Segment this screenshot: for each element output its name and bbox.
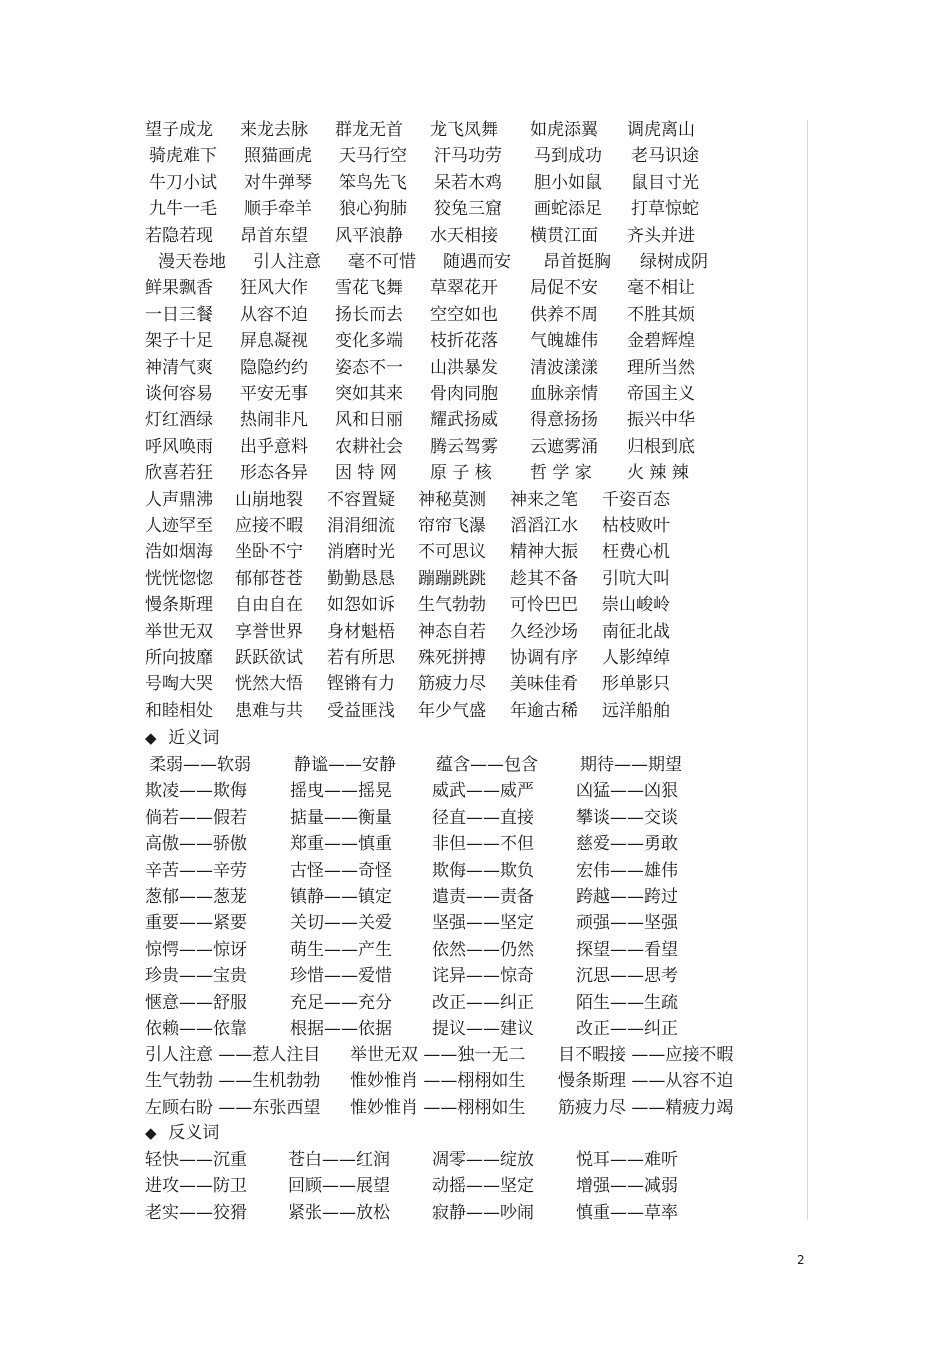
idiom-cell: 协调有序	[510, 648, 578, 668]
idiom-cell: 号啕大哭	[145, 674, 213, 695]
idiom-cell: 骑虎难下	[149, 146, 217, 167]
idiom-cell: 原 子 核	[430, 463, 492, 484]
idiom-cell: 帘帘飞瀑	[418, 516, 486, 536]
antonym-pair: 慎重——草率	[576, 1202, 678, 1223]
idiom-cell: 应接不暇	[235, 516, 303, 536]
idiom-cell: 空空如也	[430, 304, 498, 325]
idiom-cell: 帝国主义	[627, 384, 695, 404]
idiom-cell: 呼风唤雨	[145, 436, 213, 457]
idiom-cell: 火 辣 辣	[627, 463, 689, 484]
antonym-pair: 增强——减弱	[576, 1176, 678, 1197]
idiom-cell: 精神大振	[510, 542, 578, 563]
idiom-cell: 若隐若现	[145, 225, 213, 246]
idiom-cell: 跃跃欲试	[235, 648, 303, 668]
synonym-pair: 辛苦——辛劳	[145, 860, 247, 881]
idiom-cell: 调虎离山	[627, 120, 695, 140]
synonym-idiom-pair: 惟妙惟肖 ——栩栩如生	[350, 1071, 526, 1092]
synonym-pair: 改正——纠正	[432, 992, 534, 1013]
idiom-cell: 不容置疑	[327, 489, 395, 510]
synonym-pair: 惬意——舒服	[145, 992, 247, 1013]
synonym-pair: 慈爱——勇敢	[576, 834, 678, 855]
idiom-cell: 农耕社会	[335, 436, 403, 457]
synonym-pair: 充足——充分	[290, 992, 392, 1013]
idiom-cell: 人声鼎沸	[145, 489, 213, 510]
idiom-cell: 年逾古稀	[510, 700, 578, 721]
idiom-cell: 骨肉同胞	[430, 384, 498, 404]
idiom-cell: 灯红酒绿	[145, 410, 213, 431]
synonym-pair: 古怪——奇怪	[290, 860, 392, 881]
idiom-cell: 引人注意	[253, 252, 321, 272]
idiom-cell: 哲 学 家	[530, 463, 592, 484]
antonyms-title: 反义词	[168, 1123, 220, 1143]
synonym-pair: 提议——建议	[432, 1019, 534, 1039]
antonym-pair: 凋零——绽放	[432, 1150, 534, 1170]
idiom-cell: 蹦蹦跳跳	[418, 568, 486, 589]
idiom-cell: 狼心狗肺	[339, 199, 407, 220]
diamond-bullet-icon: ◆	[145, 729, 157, 747]
idiom-cell: 坐卧不宁	[235, 542, 303, 563]
synonym-pair: 静谧——安静	[294, 755, 396, 775]
idiom-cell: 狂风大作	[240, 278, 308, 299]
antonym-pair: 动摇——坚定	[432, 1176, 534, 1197]
synonym-pair: 重要——紧要	[145, 913, 247, 934]
idiom-cell: 谈何容易	[145, 384, 213, 404]
idiom-cell: 神秘莫测	[418, 489, 486, 510]
idiom-cell: 享誉世界	[235, 621, 303, 642]
idiom-cell: 顺手牵羊	[244, 199, 312, 220]
idiom-cell: 崇山峻岭	[602, 595, 670, 616]
idiom-cell: 山洪暴发	[430, 357, 498, 378]
idiom-cell: 鲜果飘香	[145, 278, 213, 299]
synonym-pair: 高傲——骄傲	[145, 834, 247, 855]
idiom-cell: 人影绰绰	[602, 648, 670, 668]
idiom-cell: 气魄雄伟	[530, 331, 598, 352]
synonym-pair: 顽强——坚强	[576, 913, 678, 934]
idiom-cell: 恍然大悟	[235, 674, 303, 695]
antonym-pair: 悦耳——难听	[576, 1150, 678, 1170]
idiom-cell: 自由自在	[235, 595, 303, 616]
synonym-pair: 镇静——镇定	[290, 887, 392, 907]
idiom-cell: 引吭大叫	[602, 568, 670, 589]
idiom-cell: 从容不迫	[240, 304, 308, 325]
synonym-pair: 惊愕——惊讶	[145, 939, 247, 960]
idiom-cell: 生气勃勃	[418, 595, 486, 616]
synonym-pair: 珍贵——宝贵	[145, 966, 247, 987]
idiom-cell: 若有所思	[327, 648, 395, 668]
page-number: 2	[797, 1253, 805, 1267]
idiom-cell: 横贯江面	[530, 225, 598, 246]
idiom-cell: 殊死拼搏	[418, 648, 486, 668]
idiom-cell: 理所当然	[627, 357, 695, 378]
idiom-cell: 恍恍惚惚	[145, 568, 213, 589]
synonym-pair: 跨越——跨过	[576, 887, 678, 907]
idiom-cell: 神清气爽	[145, 357, 213, 378]
synonym-idiom-pair: 惟妙惟肖 ——栩栩如生	[350, 1097, 526, 1118]
synonym-pair: 柔弱——软弱	[149, 755, 251, 775]
idiom-cell: 望子成龙	[145, 120, 213, 140]
idiom-cell: 画蛇添足	[534, 199, 602, 220]
idiom-cell: 远洋船舶	[602, 700, 670, 721]
idiom-cell: 千姿百态	[602, 489, 670, 510]
idiom-cell: 枯枝败叶	[602, 516, 670, 536]
idiom-cell: 对牛弹琴	[244, 172, 312, 193]
idiom-cell: 雪花飞舞	[335, 278, 403, 299]
idiom-cell: 患难与共	[235, 700, 303, 721]
synonym-pair: 遣责——责备	[432, 887, 534, 907]
idiom-cell: 浩如烟海	[145, 542, 213, 563]
idiom-cell: 铿锵有力	[327, 674, 395, 695]
idiom-cell: 热闹非凡	[240, 410, 308, 431]
synonym-pair: 欺侮——欺负	[432, 860, 534, 881]
synonym-pair: 摇曳——摇晃	[290, 781, 392, 802]
idiom-cell: 南征北战	[602, 621, 670, 642]
idiom-cell: 老马识途	[631, 146, 699, 167]
synonym-pair: 掂量——衡量	[290, 807, 392, 828]
synonym-pair: 期待——期望	[580, 755, 682, 775]
idiom-cell: 草翠花开	[430, 278, 498, 299]
idiom-cell: 形单影只	[602, 674, 670, 695]
idiom-cell: 枉费心机	[602, 542, 670, 563]
idiom-cell: 架子十足	[145, 331, 213, 352]
synonym-pair: 探望——看望	[576, 939, 678, 960]
synonym-pair: 萌生——产生	[290, 939, 392, 960]
idiom-cell: 勤勤恳恳	[327, 568, 395, 589]
idiom-cell: 牛刀小试	[149, 172, 217, 193]
antonym-pair: 回顾——展望	[288, 1176, 390, 1197]
synonym-pair: 关切——关爱	[290, 913, 392, 934]
antonym-pair: 紧张——放松	[288, 1202, 390, 1223]
synonym-idiom-pair: 目不暇接 ——应接不暇	[558, 1045, 734, 1065]
idiom-cell: 呆若木鸡	[434, 172, 502, 193]
idiom-cell: 清波漾漾	[530, 357, 598, 378]
synonym-pair: 郑重——慎重	[290, 834, 392, 855]
idiom-cell: 胆小如鼠	[534, 172, 602, 193]
idiom-cell: 所向披靡	[145, 648, 213, 668]
synonyms-title: 近义词	[168, 728, 220, 748]
idiom-cell: 局促不安	[530, 278, 598, 299]
synonym-idiom-pair: 引人注意 ——惹人注目	[145, 1045, 321, 1065]
idiom-cell: 滔滔江水	[510, 516, 578, 536]
idiom-cell: 变化多端	[335, 331, 403, 352]
synonym-pair: 蕴含——包含	[436, 755, 538, 775]
diamond-bullet-icon: ◆	[145, 1124, 157, 1142]
idiom-cell: 神来之笔	[510, 489, 578, 510]
idiom-cell: 归根到底	[627, 436, 695, 457]
idiom-cell: 隐隐约约	[240, 357, 308, 378]
idiom-cell: 云遮雾涌	[530, 436, 598, 457]
idiom-cell: 漫天卷地	[158, 252, 226, 272]
idiom-cell: 举世无双	[145, 621, 213, 642]
idiom-cell: 欣喜若狂	[145, 463, 213, 484]
synonym-pair: 非但——不但	[432, 834, 534, 855]
idiom-cell: 山崩地裂	[235, 489, 303, 510]
antonym-pair: 轻快——沉重	[145, 1150, 247, 1170]
synonym-pair: 珍惜——爱惜	[290, 966, 392, 987]
antonym-pair: 老实——狡猾	[145, 1202, 247, 1223]
synonym-pair: 根据——依据	[290, 1019, 392, 1039]
idiom-cell: 美味佳肴	[510, 674, 578, 695]
idiom-cell: 筋疲力尽	[418, 674, 486, 695]
idiom-cell: 因 特 网	[335, 463, 397, 484]
idiom-cell: 九牛一毛	[149, 199, 217, 220]
synonym-pair: 凶猛——凶狠	[576, 781, 678, 802]
idiom-cell: 振兴中华	[627, 410, 695, 431]
idiom-cell: 可怜巴巴	[510, 595, 578, 616]
synonym-pair: 威武——威严	[432, 781, 534, 802]
idiom-cell: 年少气盛	[418, 700, 486, 721]
synonym-pair: 欺凌——欺侮	[145, 781, 247, 802]
idiom-cell: 风平浪静	[335, 225, 403, 246]
idiom-cell: 出乎意料	[240, 436, 308, 457]
synonym-pair: 宏伟——雄伟	[576, 860, 678, 881]
idiom-cell: 神态自若	[418, 621, 486, 642]
idiom-cell: 供养不周	[530, 304, 598, 325]
synonym-idiom-pair: 举世无双 ——独一无二	[350, 1045, 526, 1065]
idiom-cell: 龙飞凤舞	[430, 120, 498, 140]
synonym-idiom-pair: 慢条斯理 ——从容不迫	[558, 1071, 734, 1092]
idiom-cell: 一日三餐	[145, 304, 213, 325]
idiom-cell: 耀武扬威	[430, 410, 498, 431]
synonym-pair: 依然——仍然	[432, 939, 534, 960]
idiom-cell: 平安无事	[240, 384, 308, 404]
synonym-pair: 陌生——生疏	[576, 992, 678, 1013]
antonyms-heading	[145, 1121, 219, 1145]
synonym-pair: 坚强——坚定	[432, 913, 534, 934]
synonym-idiom-pair: 左顾右盼 ——东张西望	[145, 1097, 321, 1118]
idiom-cell: 形态各异	[240, 463, 308, 484]
idiom-cell: 身材魁梧	[327, 621, 395, 642]
idiom-cell: 血脉亲情	[530, 384, 598, 404]
idiom-cell: 如虎添翼	[530, 120, 598, 140]
idiom-cell: 突如其来	[335, 384, 403, 404]
idiom-cell: 昂首挺胸	[543, 252, 611, 272]
idiom-cell: 得意扬扬	[530, 410, 598, 431]
idiom-cell: 昂首东望	[240, 225, 308, 246]
synonym-pair: 倘若——假若	[145, 807, 247, 828]
idiom-cell: 久经沙场	[510, 621, 578, 642]
idiom-cell: 毫不相让	[627, 278, 695, 299]
idiom-cell: 趁其不备	[510, 568, 578, 589]
idiom-cell: 郁郁苍苍	[235, 568, 303, 589]
synonym-pair: 葱郁——葱茏	[145, 887, 247, 907]
idiom-cell: 扬长而去	[335, 304, 403, 325]
idiom-cell: 受益匪浅	[327, 700, 395, 721]
synonym-idiom-pair: 生气勃勃 ——生机勃勃	[145, 1071, 321, 1092]
idiom-cell: 如怨如诉	[327, 595, 395, 616]
idiom-cell: 齐头并进	[627, 225, 695, 246]
synonym-idiom-pair: 筋疲力尽 ——精疲力竭	[558, 1097, 734, 1118]
idiom-cell: 狡兔三窟	[434, 199, 502, 220]
idiom-cell: 打草惊蛇	[631, 199, 699, 220]
synonym-pair: 攀谈——交谈	[576, 807, 678, 828]
synonym-pair: 沉思——思考	[576, 966, 678, 987]
synonym-pair: 依赖——依靠	[145, 1019, 247, 1039]
antonym-pair: 进攻——防卫	[145, 1176, 247, 1197]
idiom-cell: 涓涓细流	[327, 516, 395, 536]
idiom-cell: 天马行空	[339, 146, 407, 167]
idiom-cell: 腾云驾雾	[430, 436, 498, 457]
idiom-cell: 枝折花落	[430, 331, 498, 352]
idiom-cell: 不可思议	[418, 542, 486, 563]
idiom-cell: 绿树成阴	[640, 252, 708, 272]
idiom-cell: 屏息凝视	[240, 331, 308, 352]
idiom-cell: 水天相接	[430, 225, 498, 246]
synonym-pair: 改正——纠正	[576, 1019, 678, 1039]
synonym-pair: 径直——直接	[432, 807, 534, 828]
idiom-cell: 随遇而安	[443, 252, 511, 272]
idiom-cell: 人迹罕至	[145, 516, 213, 536]
idiom-cell: 姿态不一	[335, 357, 403, 378]
margin-rule	[807, 120, 808, 1220]
idiom-cell: 金碧辉煌	[627, 331, 695, 352]
idiom-cell: 汗马功劳	[434, 146, 502, 167]
synonym-pair: 诧异——惊奇	[432, 966, 534, 987]
idiom-cell: 风和日丽	[335, 410, 403, 431]
idiom-cell: 和睦相处	[145, 700, 213, 721]
antonym-pair: 寂静——吵闹	[432, 1202, 534, 1223]
idiom-cell: 不胜其烦	[627, 304, 695, 325]
idiom-cell: 鼠目寸光	[631, 172, 699, 193]
idiom-cell: 笨鸟先飞	[339, 172, 407, 193]
idiom-cell: 消磨时光	[327, 542, 395, 563]
idiom-cell: 慢条斯理	[145, 595, 213, 616]
idiom-cell: 群龙无首	[335, 120, 403, 140]
synonyms-heading	[145, 726, 219, 750]
idiom-cell: 照猫画虎	[244, 146, 312, 167]
idiom-cell: 马到成功	[534, 146, 602, 167]
antonym-pair: 苍白——红润	[288, 1150, 390, 1170]
idiom-cell: 毫不可惜	[348, 252, 416, 272]
idiom-cell: 来龙去脉	[240, 120, 308, 140]
